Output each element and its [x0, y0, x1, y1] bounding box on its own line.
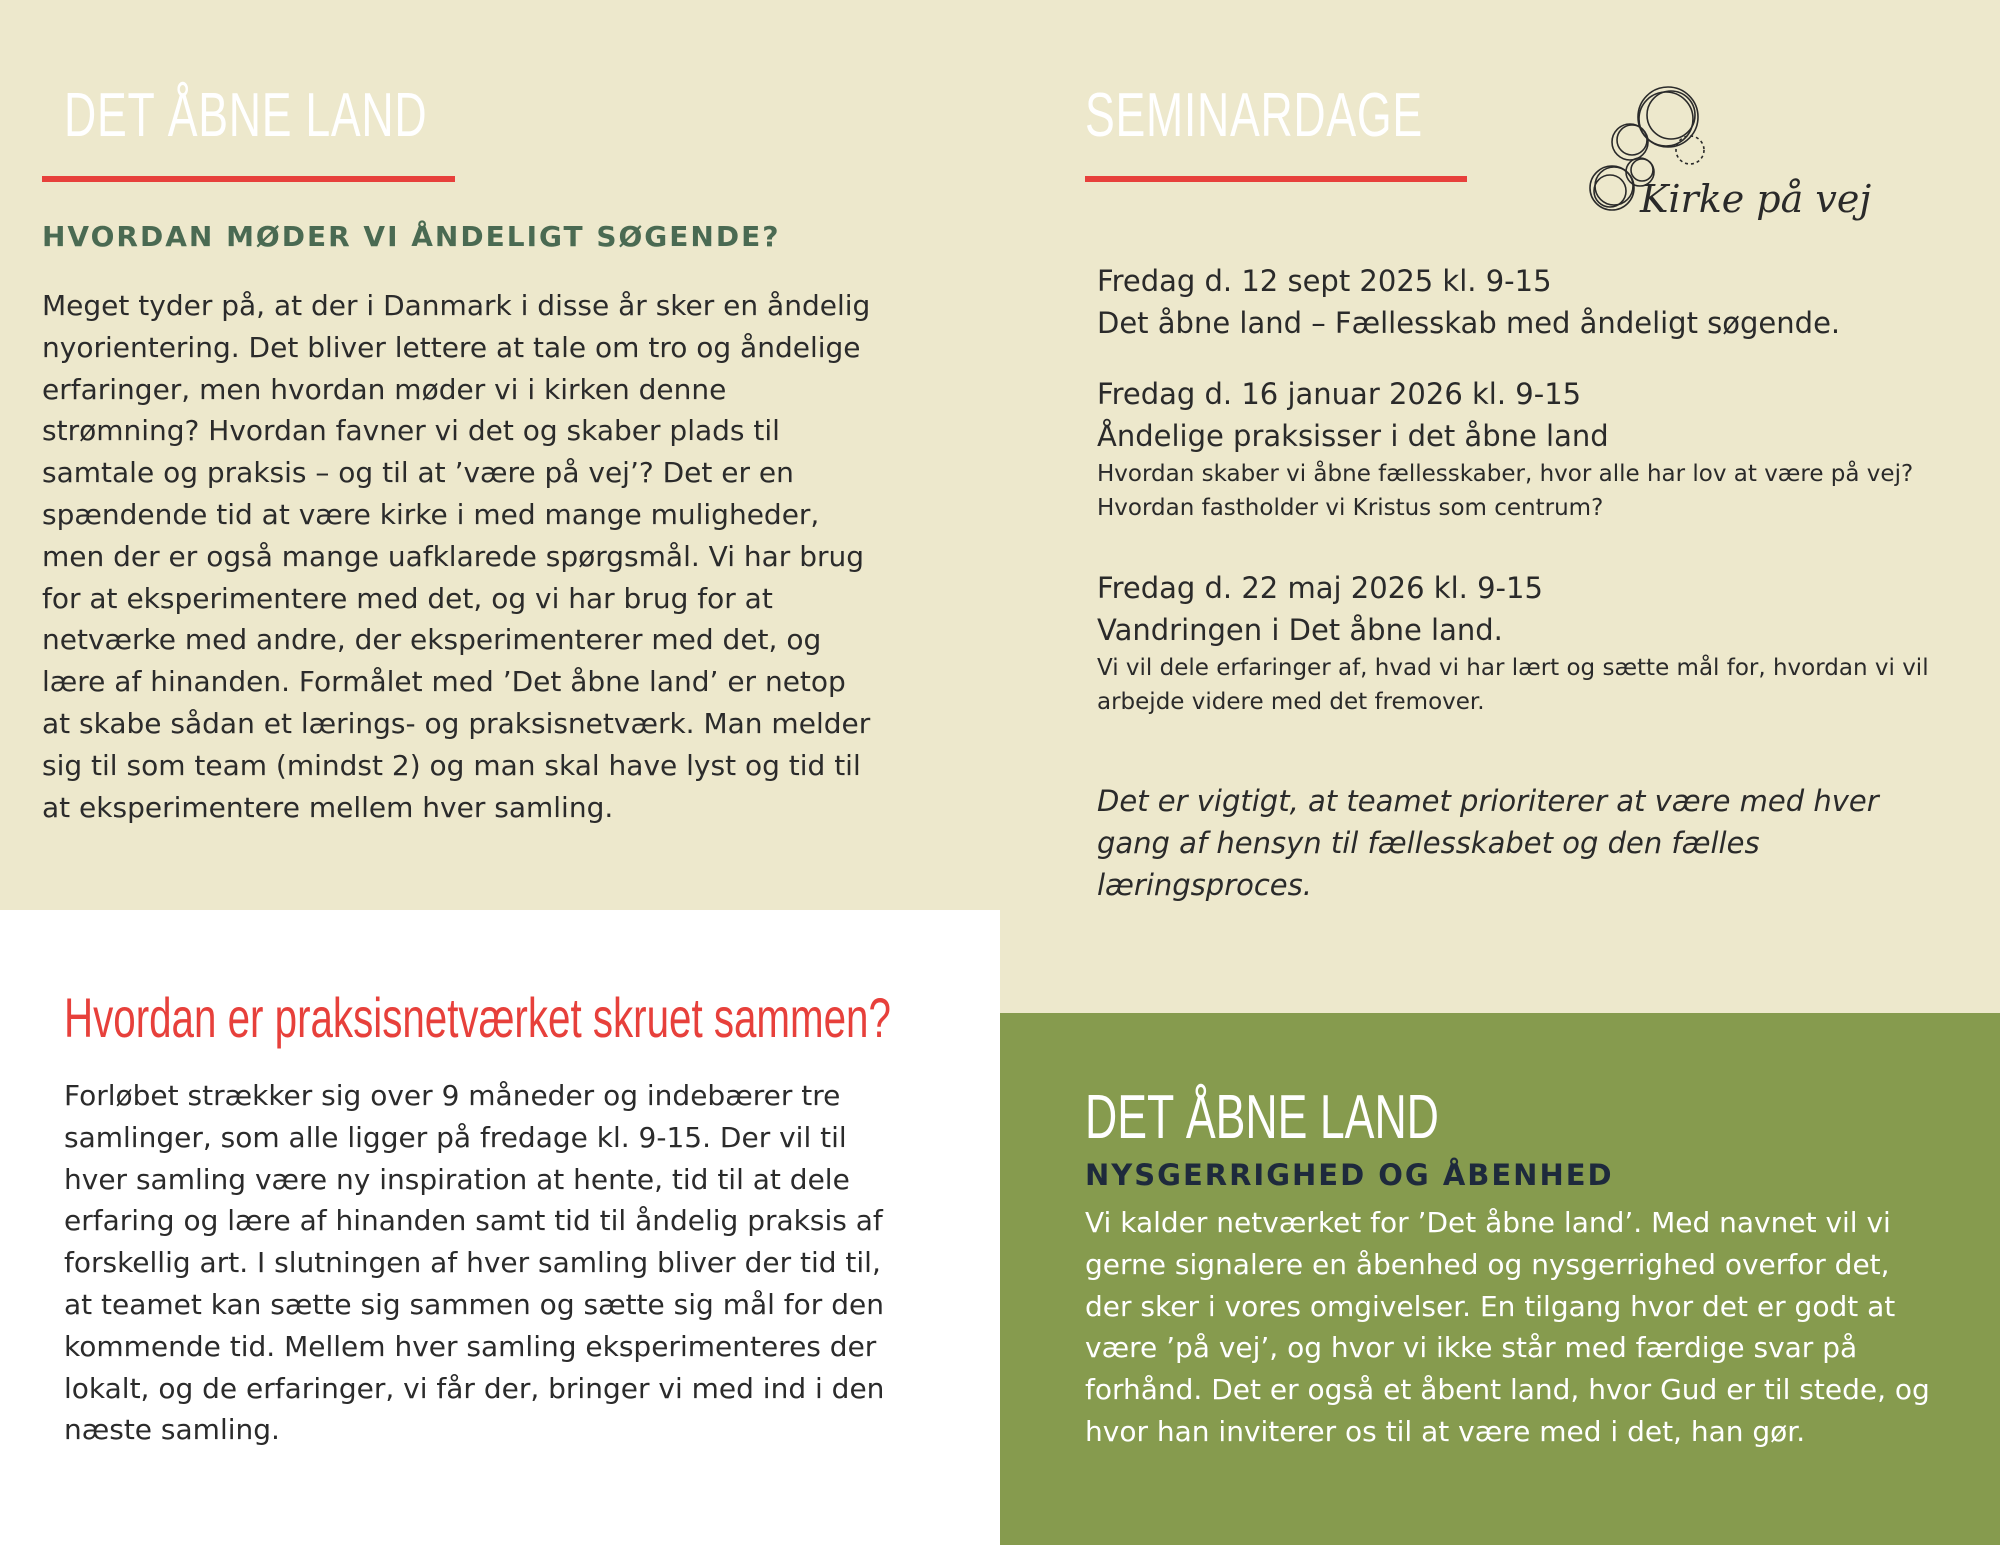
practice-heading: Hvordan er praksisnetværket skruet sammen?: [64, 986, 891, 1049]
seminar-title: Det åbne land – Fællesskab med åndeligt søgende.: [1097, 306, 1841, 340]
seminar-item: [1097, 567, 1977, 719]
seminar-item: [1097, 373, 1977, 525]
seminar-date: Fredag d. 16 januar 2026 kl. 9-15: [1097, 377, 1582, 411]
seminar-description: Hvordan skaber vi åbne fællesskaber, hvor alle har lov at være på vej? Hvordan fastholder vi Kristus som centrum?: [1097, 461, 1914, 521]
green-heading: DET ÅBNE LAND: [1085, 1083, 1439, 1152]
seminar-description: Vi vil dele erfaringer af, hvad vi har lært og sætte mål for, hvordan vi vil arbejde videre med det fremover.: [1097, 655, 1929, 715]
seminar-title: Vandringen i Det åbne land.: [1097, 613, 1503, 647]
seminar-date: Fredag d. 12 sept 2025 kl. 9-15: [1097, 264, 1552, 298]
seminar-red-rule: [1085, 176, 1467, 182]
practice-body-text: Forløbet strækker sig over 9 måneder og indebærer tre samlinger, som alle ligger på fredage kl. 9-15. Der vil til hver samling være ny inspiration at hente, tid til at dele erfaring og lære af hinanden samt tid til åndelig praksis af forskellig art. I slutningen af hver samling bliver der tid til, at teamet kan sætte sig sammen og sætte sig mål for den kommende tid. Mellem hver samling eksperimenteres der lokalt, og de erfaringer, vi får der, bringer vi med ind i den næste samling.: [64, 1079, 885, 1447]
logo-text: Kirke på vej: [1640, 177, 1872, 221]
seminar-date: Fredag d. 22 maj 2026 kl. 9-15: [1097, 571, 1543, 605]
seminar-item: [1097, 260, 1977, 344]
left-subheading: HVORDAN MØDER VI ÅNDELIGT SØGENDE?: [42, 220, 781, 253]
kirke-paa-vej-logo: [1570, 72, 1880, 242]
green-subheading: NYSGERRIGHED OG ÅBENHED: [1085, 1158, 1614, 1192]
seminar-title: Åndelige praksisser i det åbne land: [1097, 419, 1609, 453]
left-red-rule: [42, 176, 455, 182]
seminar-note: Det er vigtigt, at teamet prioriterer at være med hver gang af hensyn til fællesskabet og den fælles læringsproces.: [1097, 784, 1879, 902]
seminar-heading: SEMINARDAGE: [1085, 81, 1423, 150]
left-body-text: Meget tyder på, at der i Danmark i disse år sker en åndelig nyorientering. Det bliver lettere at tale om tro og åndelige erfaringer, men hvordan møder vi i kirken denne strømning? Hvordan favner vi det og skaber plads til samtale og praksis – og til at ’være på vej’? Det er en spændende tid at være kirke i med mange muligheder, men der er også mange uafklarede spørgsmål. Vi har brug for at eksperimentere med det, og vi har brug for at netværke med andre, der eksperimenterer med det, og lære af hinanden. Formålet med ’Det åbne land’ er netop at skabe sådan et lærings- og praksisnetværk. Man melder sig til som team (mindst 2) og man skal have lyst og tid til at eksperimentere mellem hver samling.: [42, 289, 871, 824]
green-body-text: Vi kalder netværket for ’Det åbne land’. Med navnet vil vi gerne signalere en åbenhed og nysgerrighed overfor det, der sker i vores omgivelser. En tilgang hvor det er godt at være ’på vej’, og hvor vi ikke står med færdige svar på forhånd. Det er også et åbent land, hvor Gud er til stede, og hvor han inviterer os til at være med i det, han gør.: [1085, 1206, 1930, 1448]
left-heading: DET ÅBNE LAND: [64, 81, 428, 150]
